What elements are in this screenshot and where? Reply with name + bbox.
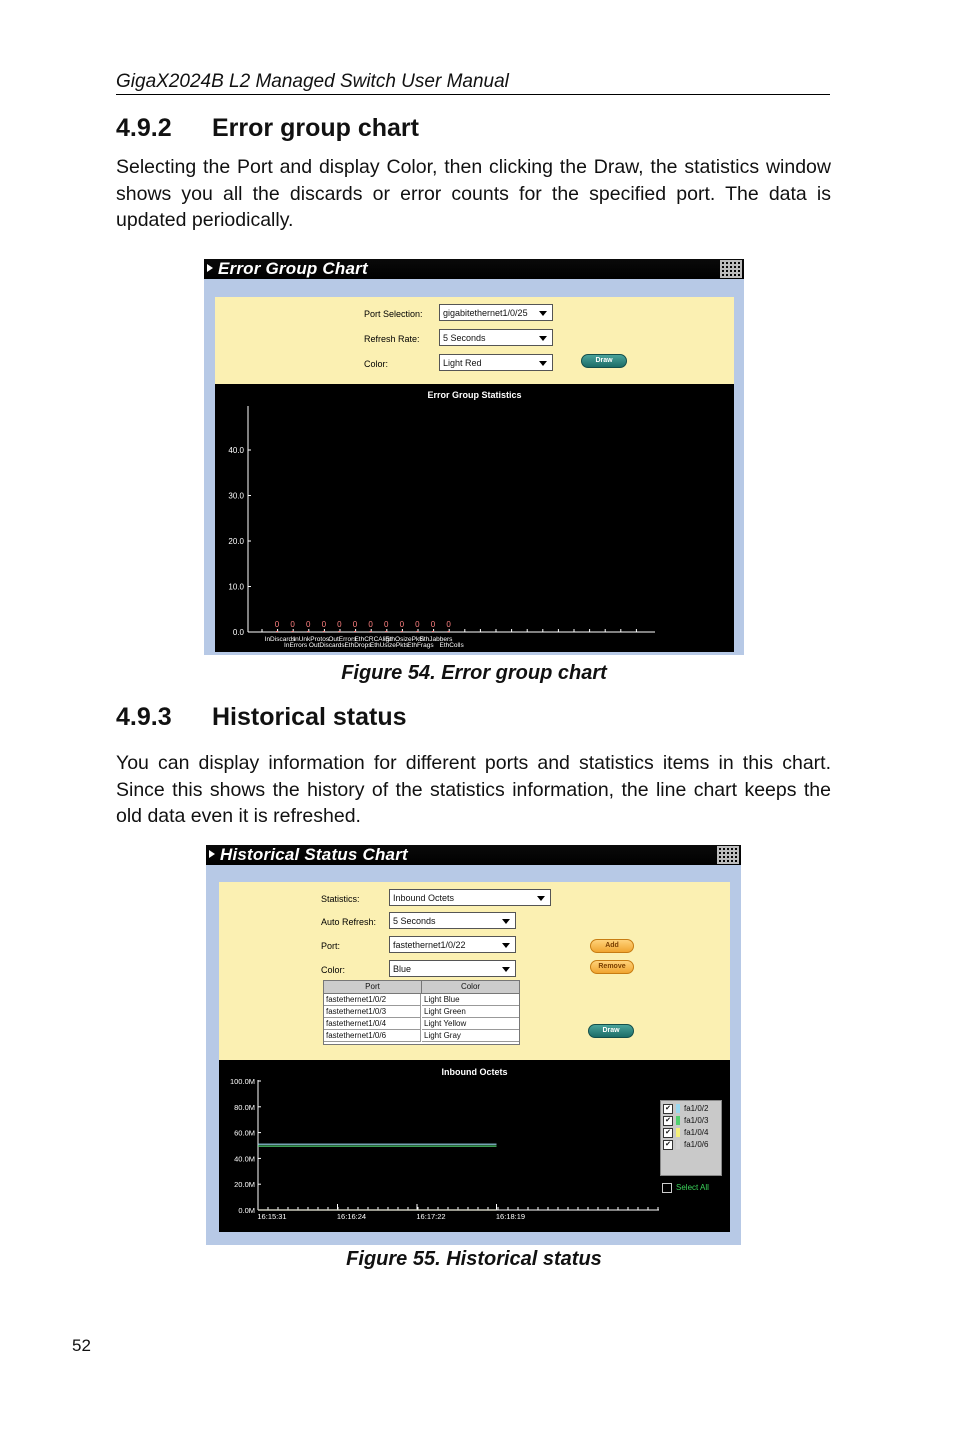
data-label: 0 xyxy=(399,620,405,629)
draw-button[interactable]: Draw xyxy=(588,1024,634,1038)
legend-item[interactable] xyxy=(663,1139,708,1150)
checkbox-icon[interactable]: ✔ xyxy=(663,1104,673,1114)
data-label: 0 xyxy=(321,620,327,629)
legend-item[interactable] xyxy=(663,1103,708,1114)
y-tick-label: 100.0M xyxy=(229,1077,255,1086)
error-group-window xyxy=(204,259,744,655)
error-form-panel xyxy=(215,297,734,384)
legend-label: fa1/0/3 xyxy=(684,1116,709,1125)
legend-item[interactable] xyxy=(663,1127,708,1138)
select-all-label: Select All xyxy=(676,1183,709,1193)
table-cell-color: Light Gray xyxy=(422,1030,519,1042)
window-title: Historical Status Chart xyxy=(220,845,408,864)
bar xyxy=(307,631,309,632)
section-heading-historical xyxy=(116,703,407,732)
table-header-port: Port xyxy=(324,981,422,994)
auto-refresh-label: Auto Refresh: xyxy=(321,917,377,927)
checkbox-icon[interactable]: ✔ xyxy=(663,1116,673,1126)
x-tick-label: OutErrors xyxy=(328,636,357,643)
statistics-value: Inbound Octets xyxy=(393,893,455,903)
data-label: 0 xyxy=(305,620,311,629)
page-number: 52 xyxy=(72,1336,91,1355)
y-tick-label: 10.0 xyxy=(228,582,244,592)
statistics-label: Statistics: xyxy=(321,894,360,904)
window-grip-icon xyxy=(717,846,739,864)
color-swatch xyxy=(676,1104,680,1113)
data-label: 0 xyxy=(274,620,280,629)
legend-label: fa1/0/4 xyxy=(684,1128,709,1137)
bar xyxy=(401,631,403,632)
data-label: 0 xyxy=(290,620,295,629)
table-cell-port: fastethernet1/0/2 xyxy=(324,994,421,1006)
color-label: Color: xyxy=(321,965,346,975)
series-legend xyxy=(660,1100,722,1176)
window-title: Error Group Chart xyxy=(218,259,368,278)
data-label: 0 xyxy=(415,620,420,629)
bar xyxy=(432,631,434,632)
color-swatch xyxy=(676,1116,680,1125)
window-titlebar xyxy=(204,259,744,279)
error-chart-svg xyxy=(215,384,734,652)
data-label: 0 xyxy=(383,620,389,629)
chevron-down-icon xyxy=(539,361,547,366)
draw-button[interactable]: Draw xyxy=(581,354,627,368)
color-value: Light Red xyxy=(443,358,482,368)
legend-label: fa1/0/6 xyxy=(684,1140,709,1149)
color-select[interactable] xyxy=(439,354,553,371)
section-number: 4.9.3 xyxy=(116,703,172,731)
refresh-rate-label: Refresh Rate: xyxy=(364,334,420,344)
x-tick-label: 16:16:24 xyxy=(336,1212,367,1221)
x-tick-label: OutDiscards xyxy=(308,642,345,649)
refresh-rate-value: 5 Seconds xyxy=(443,333,486,343)
port-selection-value: gigabitethernet1/0/25 xyxy=(443,308,528,318)
error-chart-area xyxy=(215,384,734,652)
x-tick-label: InUnkProtos xyxy=(293,636,330,643)
section-body-historical: You can display information for different ports and statistics items in this chart. Since this shows the history of the statistics information, the line chart keeps the old data even it is refreshed. xyxy=(116,752,831,827)
bar xyxy=(338,631,340,632)
window-arrow-icon xyxy=(207,264,213,272)
port-value: fastethernet1/0/22 xyxy=(393,940,466,950)
y-tick-label: 40.0 xyxy=(228,446,244,455)
window-titlebar xyxy=(206,845,741,865)
x-tick-label: EthUsizePkts xyxy=(369,642,409,649)
chevron-down-icon xyxy=(502,967,510,972)
auto-refresh-value: 5 Seconds xyxy=(393,916,436,926)
y-tick-label: 30.0 xyxy=(228,491,244,501)
window-grip-icon xyxy=(720,260,742,278)
bar xyxy=(292,631,294,632)
color-swatch xyxy=(676,1140,680,1149)
port-label: Port: xyxy=(321,941,341,951)
historical-window xyxy=(206,845,741,1245)
legend-item[interactable] xyxy=(663,1115,708,1126)
figure-caption-54: Figure 54. Error group chart xyxy=(341,662,607,684)
table-cell-color: Light Yellow xyxy=(422,1018,519,1030)
x-tick-label: 16:18:19 xyxy=(495,1212,526,1221)
y-tick-label: 40.0M xyxy=(234,1154,255,1164)
x-tick-label: InErrors xyxy=(284,642,308,649)
section-number: 4.9.2 xyxy=(116,114,172,142)
y-tick-label: 60.0M xyxy=(234,1128,255,1138)
checkbox-icon[interactable]: ✔ xyxy=(663,1140,673,1150)
add-button[interactable]: Add xyxy=(590,939,634,953)
color-label: Color: xyxy=(364,359,389,369)
x-tick-label: 16:15:31 xyxy=(257,1212,287,1221)
y-tick-label: 20.0M xyxy=(234,1180,255,1190)
port-select[interactable] xyxy=(389,936,516,953)
table-cell-color: Light Green xyxy=(422,1006,519,1018)
hist-chart-title: Inbound Octets xyxy=(441,1067,508,1077)
chevron-down-icon xyxy=(502,943,510,948)
section-body-error-group: Selecting the Port and display Color, then clicking the Draw, the statistics window shows you all the discards or error counts for the specified port. The data is updated periodically. xyxy=(116,156,831,231)
bar xyxy=(276,631,278,632)
chevron-down-icon xyxy=(537,896,545,901)
color-select[interactable] xyxy=(389,960,516,977)
color-value: Blue xyxy=(393,964,412,974)
bar xyxy=(448,631,450,632)
table-cell-port: fastethernet1/0/3 xyxy=(324,1006,421,1018)
x-tick-label: EthDrops xyxy=(344,642,372,649)
chevron-down-icon xyxy=(502,919,510,924)
x-tick-label: InDiscards xyxy=(264,636,296,643)
table-cell-color: Light Blue xyxy=(422,994,519,1006)
section-title: Historical status xyxy=(212,703,407,731)
x-tick-label: EthFrags xyxy=(407,642,434,649)
bar xyxy=(385,631,387,632)
data-label: 0 xyxy=(368,620,373,629)
figure-caption-55: Figure 55. Historical status xyxy=(346,1248,602,1270)
x-tick-label: EthColls xyxy=(439,642,464,649)
color-swatch xyxy=(676,1128,680,1137)
hist-chart-area xyxy=(219,1060,730,1232)
statistics-select[interactable] xyxy=(389,889,551,906)
y-tick-label: 20.0 xyxy=(228,537,244,546)
data-label: 0 xyxy=(352,620,358,629)
y-tick-label: 80.0M xyxy=(234,1102,255,1112)
hist-form-panel xyxy=(219,882,730,1060)
x-tick-label: 16:17:22 xyxy=(416,1212,446,1221)
refresh-rate-select[interactable] xyxy=(439,329,553,346)
checkbox-icon[interactable] xyxy=(662,1183,672,1193)
auto-refresh-select[interactable] xyxy=(389,912,516,929)
bar xyxy=(416,631,418,632)
section-title: Error group chart xyxy=(212,114,419,142)
bar xyxy=(370,631,372,632)
y-tick-label: 0.0M xyxy=(238,1206,255,1215)
bar xyxy=(323,631,325,632)
x-tick-label: EthOsizePkts xyxy=(385,636,425,643)
chevron-down-icon xyxy=(539,336,547,341)
y-tick-label: 0.0 xyxy=(232,628,244,637)
hist-chart-svg xyxy=(219,1060,730,1232)
window-arrow-icon xyxy=(209,850,215,858)
x-tick-label: EthJabbers xyxy=(419,636,453,643)
data-label: 0 xyxy=(430,620,436,629)
running-header: GigaX2024B L2 Managed Switch User Manual xyxy=(116,70,830,95)
port-color-table xyxy=(323,980,520,1045)
port-selection-label: Port Selection: xyxy=(364,309,423,319)
select-all-checkbox[interactable] xyxy=(662,1183,709,1193)
table-header-color: Color xyxy=(422,981,519,994)
data-label: 0 xyxy=(446,620,451,629)
x-tick-label: EthCRCAlign xyxy=(354,636,393,643)
table-cell-port: fastethernet1/0/4 xyxy=(324,1018,421,1030)
legend-label: fa1/0/2 xyxy=(684,1104,709,1113)
checkbox-icon[interactable]: ✔ xyxy=(663,1128,673,1138)
port-selection-select[interactable] xyxy=(439,304,553,321)
table-cell-port: fastethernet1/0/6 xyxy=(324,1030,421,1042)
section-heading-error-group xyxy=(116,114,419,143)
bar xyxy=(354,631,356,632)
remove-button[interactable]: Remove xyxy=(590,960,634,974)
data-label: 0 xyxy=(337,620,342,629)
error-chart-title: Error Group Statistics xyxy=(427,390,522,400)
chevron-down-icon xyxy=(539,311,547,316)
